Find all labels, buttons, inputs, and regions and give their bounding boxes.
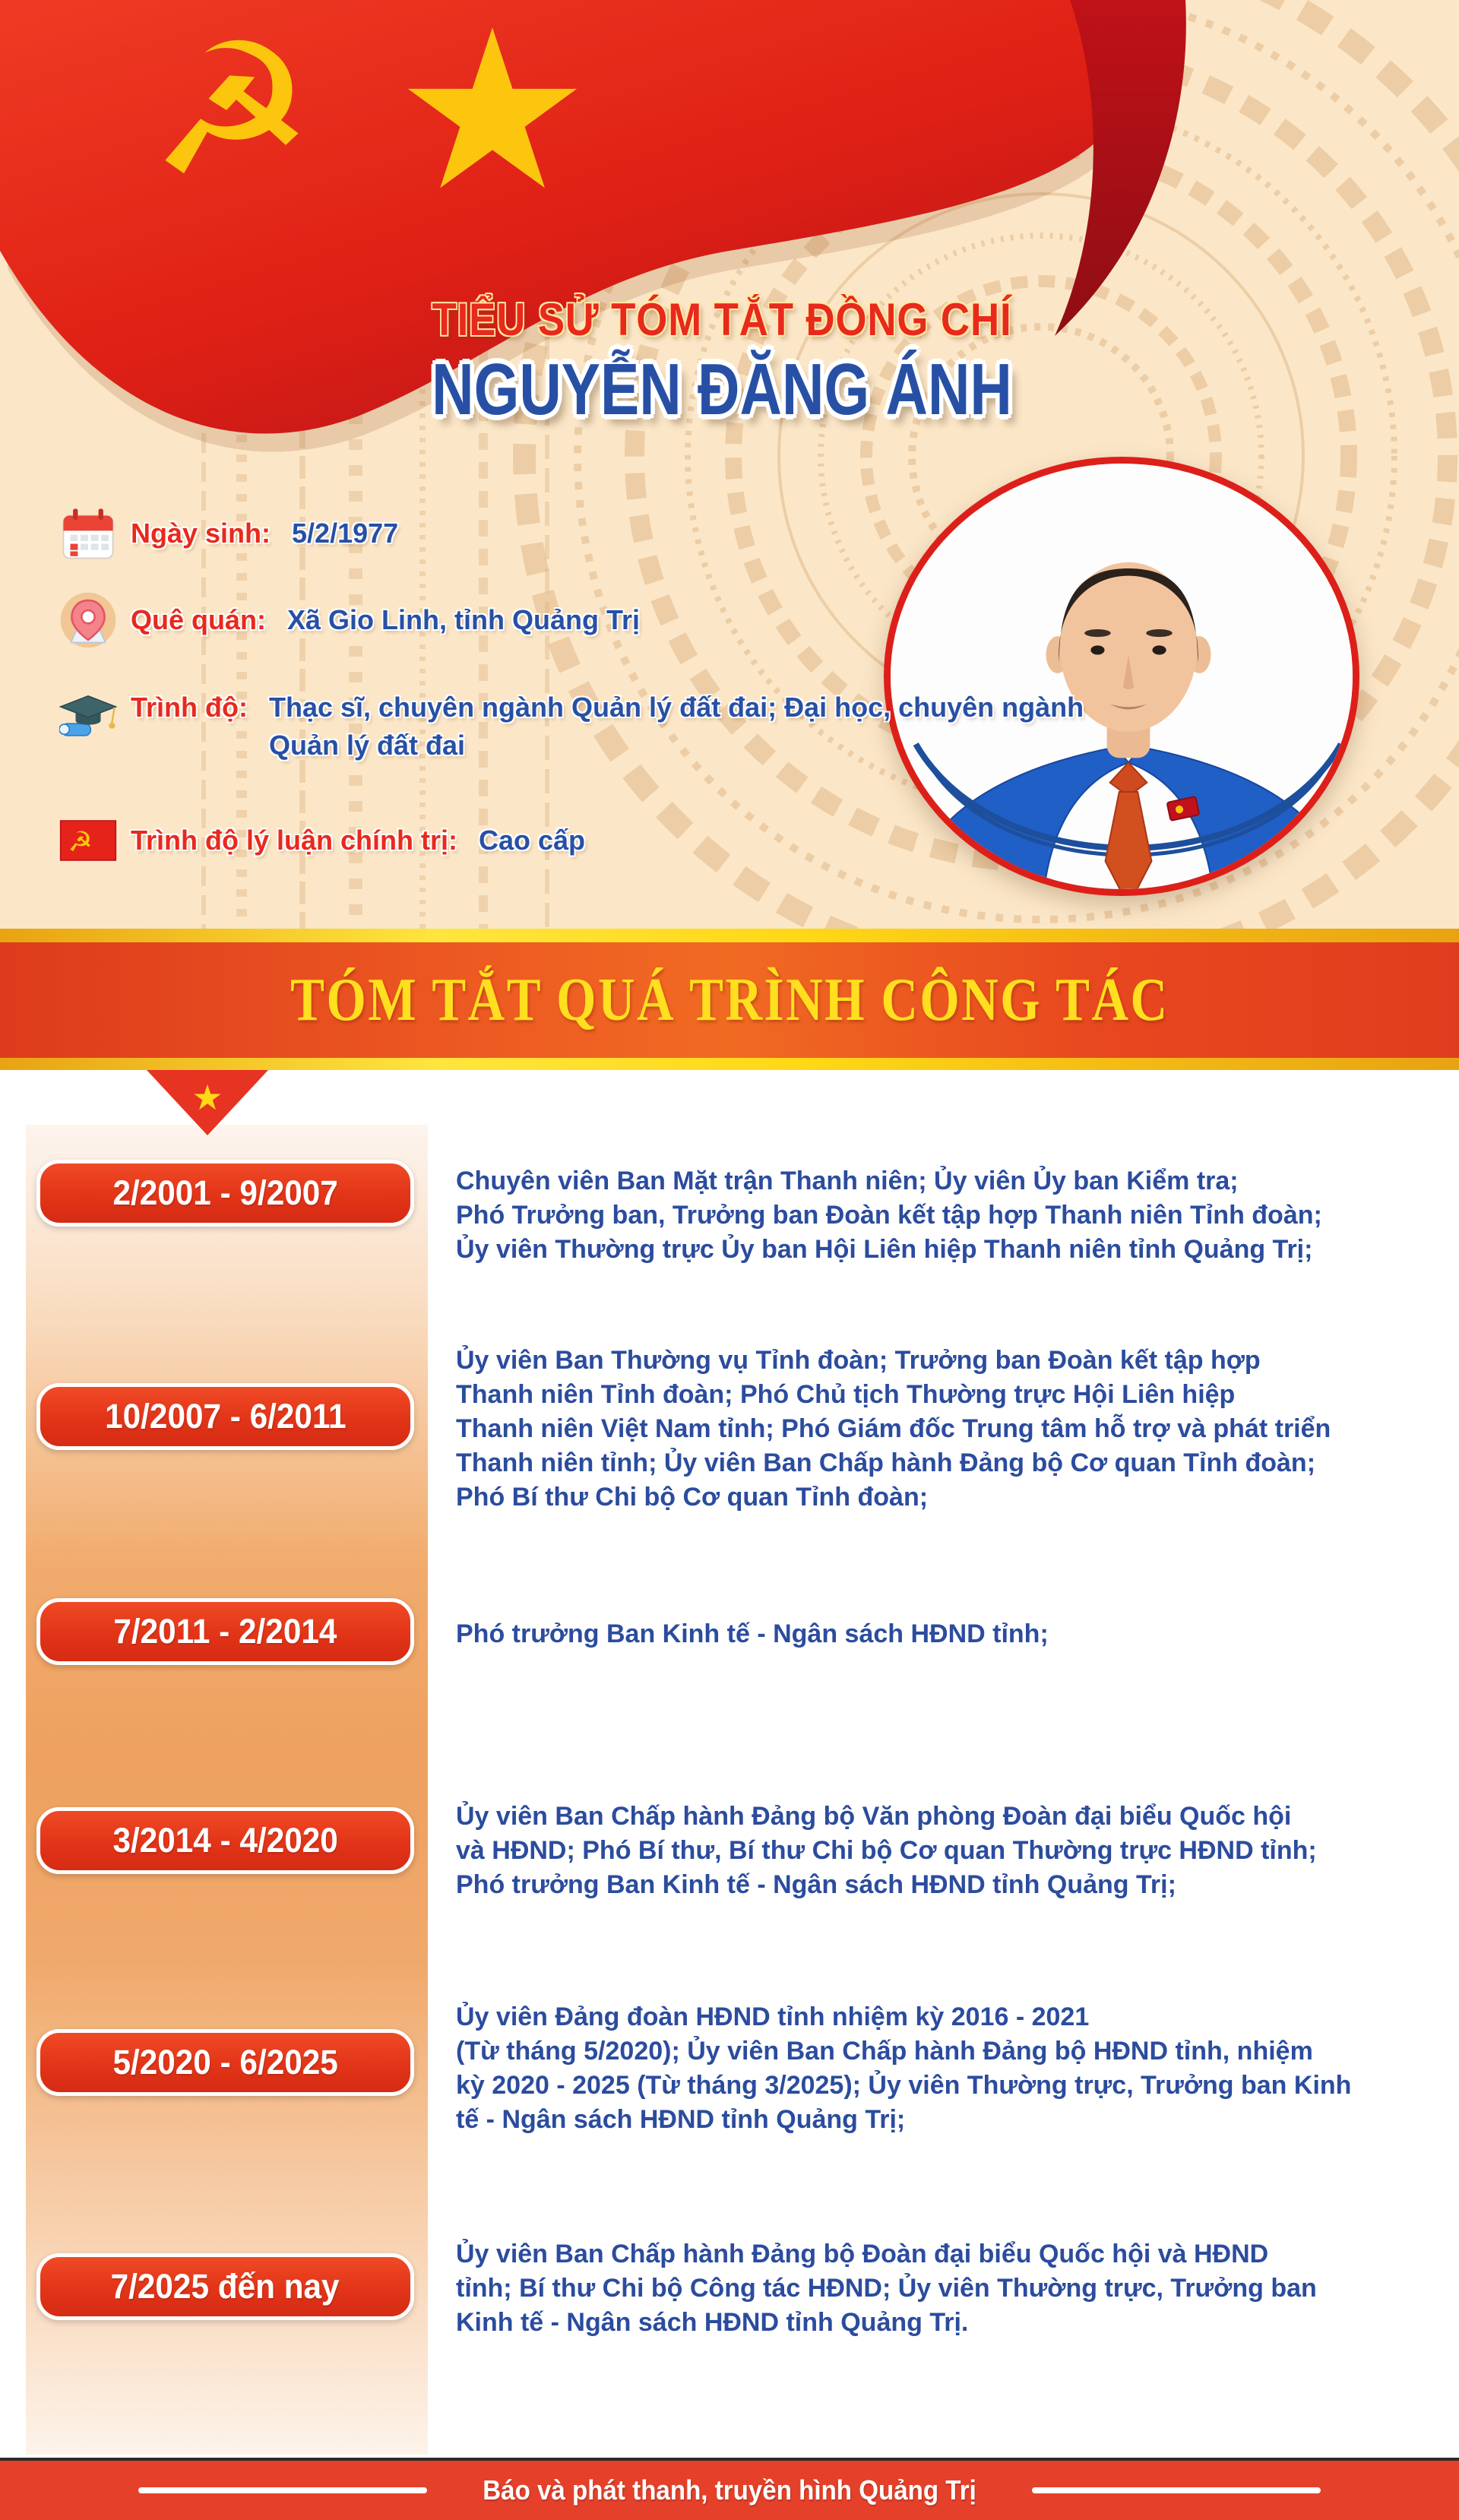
footer-credit: Báo và phát thanh, truyền hình Quảng Trị	[483, 2474, 976, 2506]
footer-bar	[0, 2461, 1459, 2520]
banner-gold-strip-bottom	[0, 1058, 1459, 1070]
footer-rule-right	[1032, 2487, 1321, 2493]
timeline-period-label: 2/2001 - 9/2007	[112, 1173, 338, 1212]
graduation-cap-icon	[59, 689, 117, 746]
info-row-political-theory	[59, 810, 585, 871]
timeline-description: Phó trưởng Ban Kinh tế - Ngân sách HĐND tỉnh;	[456, 1619, 1049, 1648]
info-value: Cao cấp	[479, 825, 586, 856]
hammer-sickle-icon: ☭	[150, 4, 314, 217]
banner-gold-strip-top	[0, 929, 1459, 942]
page-title: TIỂU SỬ TÓM TẮT ĐỒNG CHÍ	[432, 294, 1012, 345]
info-value: Xã Gio Linh, tỉnh Quảng Trị	[287, 604, 640, 635]
pennant-star-icon: ★	[191, 1077, 223, 1118]
info-row-hometown	[59, 585, 640, 655]
banner-body	[0, 942, 1459, 1058]
info-row-birthdate	[59, 499, 398, 568]
location-pin-icon	[59, 591, 117, 649]
footer-rule-left	[138, 2487, 427, 2493]
info-row-education	[59, 689, 1084, 765]
svg-text:☭: ☭	[68, 825, 93, 858]
timeline-period-label: 5/2020 - 6/2025	[112, 2043, 338, 2082]
timeline-period-badge	[36, 1383, 414, 1450]
timeline-period-label: 10/2007 - 6/2011	[104, 1397, 347, 1436]
person-name: NGUYỄN ĐĂNG ÁNH	[432, 349, 1012, 430]
section-title: TÓM TẮT QUÁ TRÌNH CÔNG TÁC	[290, 966, 1169, 1034]
timeline-period-label: 3/2014 - 4/2020	[112, 1821, 338, 1860]
timeline-description: Ủy viên Ban Thường vụ Tỉnh đoàn; Trưởng ban Đoàn kết tập hợp Thanh niên Tỉnh đoàn; Phó Chủ tịch Thường trực Hội Liên hiệp Thanh niên Việt Nam tỉnh; Phó Giám đốc Trung tâm hỗ trợ và phát triển Thanh niên tỉnh; Ủy viên Ban Chấp hành Đảng bộ Cơ quan Tỉnh đoàn; Phó Bí thư Chi bộ Cơ quan Tỉnh đoàn;	[456, 1346, 1331, 1512]
info-label: Quê quán:	[131, 604, 266, 635]
timeline-period-badge	[36, 1160, 414, 1227]
timeline-period-badge	[36, 2253, 414, 2320]
timeline-period-badge	[36, 2029, 414, 2096]
section-banner	[0, 929, 1459, 1070]
timeline-period-badge	[36, 1598, 414, 1665]
info-value: 5/2/1977	[292, 518, 399, 549]
info-label: Trình độ:	[131, 692, 248, 723]
timeline-description: Ủy viên Ban Chấp hành Đảng bộ Đoàn đại biểu Quốc hội và HĐND tỉnh; Bí thư Chi bộ Công tác HĐND; Ủy viên Thường trực, Trưởng ban Kinh tế - Ngân sách HĐND tỉnh Quảng Trị.	[456, 2240, 1317, 2337]
info-label: Trình độ lý luận chính trị:	[131, 825, 457, 856]
timeline-description: Ủy viên Đảng đoàn HĐND tỉnh nhiệm kỳ 2016 - 2021 (Từ tháng 5/2020); Ủy viên Ban Chấp hành Đảng bộ HĐND tỉnh, nhiệm kỳ 2020 - 2025 (Từ tháng 3/2025); Ủy viên Thường trực, Trưởng ban Kinh tế - Ngân sách HĐND tỉnh Quảng Trị;	[456, 2002, 1352, 2134]
footer	[0, 2458, 1459, 2520]
timeline-description: Ủy viên Ban Chấp hành Đảng bộ Văn phòng Đoàn đại biểu Quốc hội và HĐND; Phó Bí thư, Bí thư Chi bộ Cơ quan Thường trực HĐND tỉnh; Phó trưởng Ban Kinh tế - Ngân sách HĐND tỉnh Quảng Trị;	[456, 1802, 1317, 1899]
pennant-decoration	[147, 1070, 268, 1137]
portrait-illustration	[888, 461, 1359, 896]
portrait-photo	[884, 457, 1359, 896]
communist-flag-decoration	[0, 0, 1459, 517]
gold-star-icon: ★	[394, 0, 591, 239]
info-label: Ngày sinh:	[131, 518, 271, 549]
info-value: Thạc sĩ, chuyên ngành Quản lý đất đai; Đại học, chuyên ngành Quản lý đất đai	[268, 692, 1084, 761]
timeline-period-label: 7/2025 đến nay	[111, 2267, 340, 2306]
timeline-description: Chuyên viên Ban Mặt trận Thanh niên; Ủy viên Ủy ban Kiểm tra; Phó Trưởng ban, Trưởng ban Đoàn kết tập hợp Thanh niên Tỉnh đoàn; Ủy viên Thường trực Ủy ban Hội Liên hiệp Thanh niên tỉnh Quảng Trị;	[456, 1167, 1322, 1264]
timeline-period-badge	[36, 1807, 414, 1874]
calendar-icon	[59, 505, 117, 562]
timeline-period-label: 7/2011 - 2/2014	[113, 1612, 337, 1651]
party-flag-icon	[59, 817, 117, 864]
